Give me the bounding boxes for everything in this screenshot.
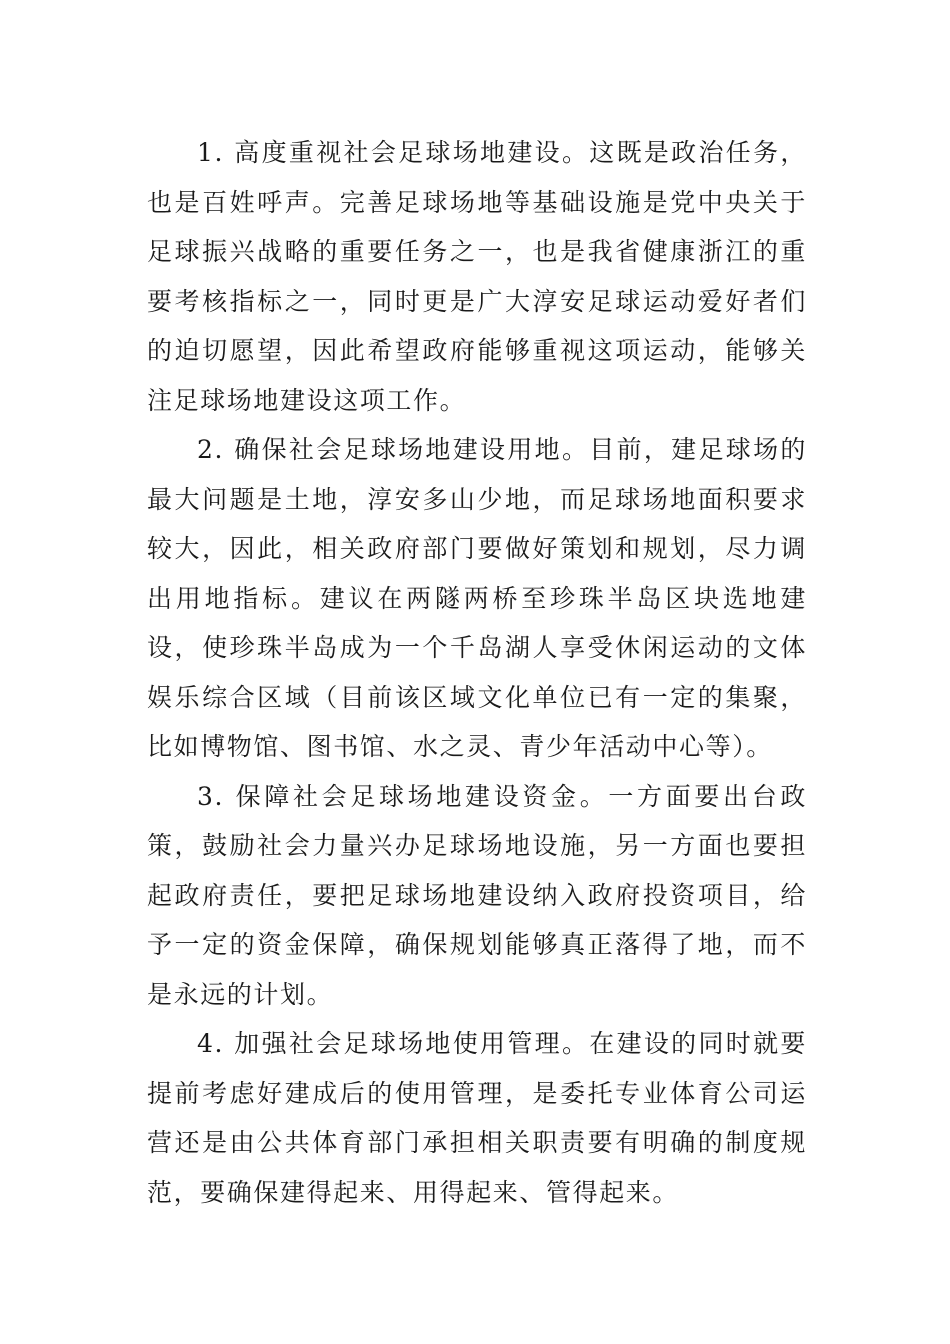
paragraph-3: 3. 保障社会足球场地建设资金。一方面要出台政策，鼓励社会力量兴办足球场地设施，另一方面也要担起政府责任，要把足球场地建设纳入政府投资项目，给予一定的资金保障，确保规划能够真正落得了地，而不是永远的计划。	[147, 781, 807, 1009]
paragraph-4: 4. 加强社会足球场地使用管理。在建设的同时就要提前考虑好建成后的使用管理，是委托专业体育公司运营还是由公共体育部门承担相关职责要有明确的制度规范，要确保建得起来、用得起来、管得起来。	[147, 1029, 807, 1207]
document-body	[147, 128, 807, 1217]
paragraph-2: 2. 确保社会足球场地建设用地。目前，建足球场的最大问题是土地，淳安多山少地，而足球场地面积要求较大，因此，相关政府部门要做好策划和规划，尽力调出用地指标。建议在两隧两桥至珍珠半岛区块选地建设，使珍珠半岛成为一个千岛湖人享受休闲运动的文体娱乐综合区域（目前该区域文化单位已有一定的集聚，比如博物馆、图书馆、水之灵、青少年活动中心等）。	[147, 435, 807, 761]
paragraph-1: 1. 高度重视社会足球场地建设。这既是政治任务，也是百姓呼声。完善足球场地等基础设施是党中央关于足球振兴战略的重要任务之一，也是我省健康浙江的重要考核指标之一，同时更是广大淳安足球运动爱好者们的迫切愿望，因此希望政府能够重视这项运动，能够关注足球场地建设这项工作。	[147, 138, 807, 415]
